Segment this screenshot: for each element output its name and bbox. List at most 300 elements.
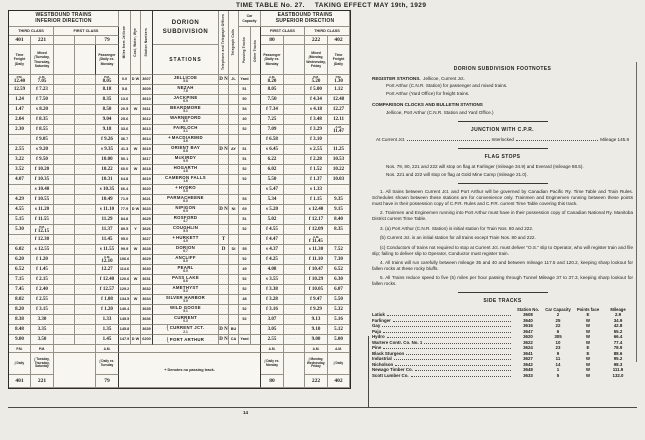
distance-to-next-station: 6.9 [183,209,188,214]
time-cell [328,125,350,135]
info-cell [131,285,141,295]
station-name: ····· PARMACHEENE [167,195,204,201]
footnote-paragraph: 3. (a) Port Arthur (C.N.R. Station) is initial station for Train Nos. 80 and 222. [380,225,534,231]
time-value: 3627 [142,236,151,241]
station-cell [153,295,219,305]
time-value: s 11.10 [99,207,115,212]
empty-schedule-cell [284,125,305,135]
time-value: f 1.37 [310,177,322,182]
station-name: CURRENT JCT. [169,325,205,331]
time-cell [261,295,284,305]
time-value: D N [219,337,228,342]
time-value: 11.37 [101,227,113,232]
time-cell [31,205,54,215]
timetable-grid [8,10,351,389]
station-name: ····· NEZAH [177,85,194,91]
meridiem-221: P.M. [31,345,54,353]
time-value: 9.18 [102,127,112,132]
empty-schedule-cell [54,275,75,285]
time-value: 4.29 [15,197,24,202]
time-value: f 1.15 [310,197,322,202]
distance-to-next-station: 5.1 [183,109,188,114]
time-cell [261,285,284,295]
time-cell [96,145,119,155]
station-cell [153,125,219,135]
time-cell [305,195,328,205]
info-cell [131,315,141,325]
time-value: 2.30 [15,127,24,132]
info-cell [251,165,261,175]
station-cell [153,155,219,165]
time-cell [261,105,284,115]
time-value: 140.4 [119,306,130,311]
dot-leader [383,345,511,349]
dot-leader [383,329,511,333]
time-cell [9,225,31,235]
mileage: 98.3 [613,361,623,367]
empty-schedule-cell [54,125,75,135]
info-cell [141,145,153,155]
time-cell [261,255,284,265]
time-value: 11.29 [101,217,113,222]
time-cell [305,205,328,215]
mileage-header: Mileage [610,306,626,312]
time-value: 10.22 [101,167,113,172]
info-cell [239,255,251,265]
time-value: 114.6 [119,266,130,271]
station-cell [153,305,219,315]
time-value: 52 [242,166,247,171]
time-cell [96,185,119,195]
station-cell [153,255,219,265]
distance-to-next-station: 5.5 [183,229,188,234]
time-value: 7.25 [267,117,277,122]
info-cell [229,135,239,145]
time-cell [96,175,119,185]
station-cell [153,275,219,285]
mileage: 95.2 [613,356,623,362]
miles-column-header: Miles from Jellicoe [119,11,131,75]
time-cell [328,295,350,305]
time-cell [328,85,350,95]
no-stop-cell [219,215,229,225]
info-cell [131,235,141,245]
info-cell [239,75,251,85]
info-cell [239,335,251,345]
empty-schedule-cell [284,135,305,145]
no-stop-cell [9,135,31,145]
time-cell [9,115,31,125]
empty-schedule-cell [54,115,75,125]
footnote-paragraph: 2. Trainmen and Enginemen running into Port Arthur must have in their possession copy of Canadian National Ry. Manitoba District current Time Table. [372,210,633,222]
time-value: 11.47 [333,128,344,134]
time-cell [261,315,284,325]
info-cell [119,145,131,155]
info-cell [229,115,239,125]
station-no-header: Station No. [516,306,540,312]
time-value: f 11.45 [309,238,323,244]
info-cell [229,305,239,315]
junction-brace: ····· { [166,325,169,331]
time-cell [96,125,119,135]
time-value: 3636 [142,316,151,321]
side-track-name: Wartere Contr. Co. No. 1 [372,339,423,345]
station-cell [153,205,219,215]
station-cell [153,95,219,105]
time-value: 10.31 [101,177,113,182]
time-cell [96,225,119,235]
other-tracks-column-header: Other Tracks [251,27,261,75]
time-value: 147.9 [119,336,130,341]
time-value: D W [131,336,140,341]
station-no: 3616 [523,323,533,329]
time-value: 1.33 [102,317,112,322]
time-value: f 1.45 [36,267,48,272]
info-cell [239,235,251,245]
car-capacity: 6 [556,328,560,334]
side-track-name: Nicholson [372,361,394,367]
time-value: f 7.34 [266,107,278,112]
info-cell [119,95,131,105]
empty-schedule-cell [54,245,75,255]
time-cell [9,215,31,225]
time-cell [96,215,119,225]
info-cell [141,165,153,175]
time-cell [9,305,31,315]
distance-to-next-station: 8.8 [183,149,188,154]
distance-to-next-station: 8.6 [183,279,188,284]
time-value: f 3.10 [310,137,322,142]
time-value: 145.5 [119,316,130,321]
time-cell [261,325,284,335]
time-value: 12.59 [13,87,26,92]
time-cell [9,125,31,135]
page-number: 14 [243,410,249,415]
time-value: f 2.28 [310,157,322,162]
time-cell [305,75,328,85]
time-value: 52 [242,226,247,231]
info-cell [119,205,131,215]
info-cell [251,295,261,305]
info-cell [131,175,141,185]
info-cell [141,275,153,285]
station-cell [153,265,219,275]
station-name: ····· ORIENT BAY [170,145,201,151]
time-value: s 9.20 [36,147,48,152]
no-stop-cell [219,275,229,285]
comparison-title: COMPARISON CLOCKS AND BULLETIN STATIONS [372,102,483,108]
time-cell [31,335,54,345]
time-value: f 5.00 [310,87,322,92]
time-cell [31,165,54,175]
points-face: W [585,323,591,329]
distance-to-next-station: 4.7 [183,219,188,224]
footnote-paragraph: 1. All trains between Current Jct. and Port Arthur will be governed by Canadian Pacific Ry. Time Table and Train Rules. Schedules shown between these stations are for convenience only. Trainmen and Enginemen running between these points must have in their possession copy of C.P.R. Rules and C.P.R. current Time Table covering this track. [372,188,633,206]
station-cell [153,75,219,85]
time-value: 3619 [142,176,151,181]
station-no: 3608 [523,312,533,318]
info-cell [131,335,141,345]
info-cell [229,205,239,215]
info-cell [131,155,141,165]
time-cell [328,315,350,325]
info-cell [239,215,251,225]
time-cell [261,215,284,225]
train-desc-401: Time Freight ∫Daily [9,45,31,75]
meridiem-222: A.M. [305,345,328,353]
dot-leader [394,356,511,360]
info-cell [239,165,251,175]
time-value: f 1.20 [101,307,113,312]
time-value: Y [134,226,137,231]
side-track-name: Paja [372,328,382,334]
time-value: 54 [242,106,247,111]
info-cell [131,75,141,85]
time-cell [328,175,350,185]
footer-number-221: 221 [31,375,54,388]
info-cell [131,125,141,135]
info-cell [251,135,261,145]
empty-schedule-cell [284,235,305,245]
time-value: 5.15 [15,217,24,222]
footer-days-221: ∫ Tuesday, Thursday, Saturday [31,353,54,375]
westbound-third-class: THIRD CLASS [9,27,54,36]
info-cell [251,325,261,335]
time-cell [328,215,350,225]
empty-schedule-cell [54,175,75,185]
side-track-name: Pine [372,345,382,351]
time-value: 3.30 [37,317,47,322]
time-cell [9,275,31,285]
info-cell [119,125,131,135]
eastbound-first-class: FIRST CLASS [261,27,305,36]
empty-schedule-cell [75,155,96,165]
time-cell [261,75,284,85]
info-cell [251,275,261,285]
time-value: s 4.37 [266,247,278,252]
time-value: 7.52 [334,247,343,252]
station-name: ····· SILVER HARBOR [165,295,206,301]
time-value: 9.15 [334,207,343,212]
empty-schedule-cell [54,85,75,95]
info-cell [119,305,131,315]
time-value: 3639 [142,326,151,331]
info-cell [251,225,261,235]
side-tracks-heading: SIDE TRACKS [483,298,522,305]
time-value: 3.52 [15,167,24,172]
info-cell [131,85,141,95]
station-name: ····· PEARL [177,265,194,271]
time-value: 48 [242,296,247,301]
empty-schedule-cell [54,325,75,335]
time-cell [305,115,328,125]
info-cell [141,115,153,125]
time-cell [219,205,229,215]
station-name: ····· JACKPINE [173,95,198,101]
dot-leader [415,367,511,371]
distance-to-next-station: 6.9 [183,99,188,104]
station-name: ····· DORION [176,245,195,251]
info-cell [119,135,131,145]
info-cell [239,315,251,325]
distance-to-next-station: 1.6 [183,179,188,184]
time-value: 5.8 [121,86,128,91]
time-value: 66.4 [120,186,129,191]
no-stop-cell [219,185,229,195]
time-cell [261,225,284,235]
title-right: TAKING EFFECT MAY 19th, 1929 [314,2,427,9]
station-name: HYDRO [178,185,196,191]
info-cell [229,125,239,135]
empty-schedule-cell [284,295,305,305]
no-stop-cell [219,285,229,295]
car-capacity: 25 [555,317,561,323]
mileage: 111.9 [612,367,624,373]
time-value: CA [230,336,237,341]
empty-schedule-cell [75,295,96,305]
station-name: ····· ANCLIFF [175,255,196,261]
empty-schedule-cell [75,215,96,225]
time-value: 3613 [142,126,151,131]
time-cell [9,265,31,275]
points-face: W [585,328,591,334]
time-value: 3623 [142,206,151,211]
no-stop-cell [328,235,350,245]
meridiem-marker: A.M. [38,75,46,79]
footer-days-222: ∫ Monday, Wednesday, Friday [305,353,328,375]
time-cell [96,95,119,105]
time-value: 5.20 [311,78,321,84]
meridiem-marker: A.M. [335,125,342,129]
time-value: 129.2 [119,286,130,291]
empty-schedule-cell [284,305,305,315]
time-cell [305,145,328,155]
time-value: 10.53 [332,157,345,162]
time-cell [31,135,54,145]
side-track-name: Industrial [372,356,392,362]
meridiem-marker: P.M. [39,225,45,229]
meridiem-80: A.M. [261,345,284,353]
empty-schedule-cell [75,195,96,205]
footer-number-401: 401 [9,375,31,388]
time-value: 49 [242,266,247,271]
time-cell [328,335,350,345]
footnote-paragraph: 5. All Trains reduce speed to five (5) miles per hour passing through Tunnel Mileage 37 to 37.3, keeping sharp lookout for fallen rocks. [372,275,633,287]
time-value: s 11.30 [308,247,324,252]
time-cell [31,275,54,285]
train-desc-blank [284,45,305,75]
info-cell [141,285,153,295]
station-no: 3640 [523,317,533,323]
subdivision-title: DORION SUBDIVISION [153,11,219,45]
empty-schedule-cell [284,195,305,205]
time-value: 6.52 [334,267,343,272]
time-cell [96,195,119,205]
footnotes-panel [372,66,633,378]
empty-schedule-cell [54,165,75,175]
time-cell [305,305,328,315]
flag-line-2: Nos. 221 and 222 will stop on flag at Gold Mine Camp (mileage 21.0). [386,171,528,177]
no-stop-cell [219,135,229,145]
empty-schedule-cell [284,255,305,265]
train-number-402: 402 [328,36,350,45]
no-passing-track-marker: ····· + [168,135,171,141]
time-value: 52 [242,286,247,291]
time-value: 12.40 [13,78,26,84]
time-cell [9,205,31,215]
register-line-2: Port Arthur (Yard Office) for freight trains. [386,91,470,97]
info-cell [131,265,141,275]
section-divider [458,183,548,184]
time-value: 8.40 [334,217,343,222]
station-name: ····· BEARDMORE [170,105,201,111]
time-cell [219,145,229,155]
info-cell [239,325,251,335]
time-cell [305,325,328,335]
time-value: 134.5 [119,296,130,301]
no-stop-cell [219,165,229,175]
time-value: 1.45 [102,337,112,342]
info-cell [141,325,153,335]
time-value: 84.8 [120,216,129,221]
car-capacity: 11 [555,356,561,362]
time-value: 3620 [142,186,151,191]
time-value: f 9.47 [310,297,322,302]
time-cell [96,245,119,255]
info-cell [239,295,251,305]
distance-to-next-station: 5.5 [183,189,188,194]
telephone-telegraph-column-header: Telephone and Telegraph Offices [219,11,229,75]
time-value: 12.48 [332,97,345,102]
info-cell [251,75,261,85]
time-value: 52 [242,276,247,281]
no-passing-track-note: + Denotes no passing track. [119,353,261,388]
time-value: f 10.05 [308,287,324,292]
time-value: f 1.08 [101,297,113,302]
distance-to-next-station: 6.0 [183,269,188,274]
info-cell [251,265,261,275]
time-value: s 12.55 [34,247,50,252]
info-cell [131,185,141,195]
info-cell [141,225,153,235]
time-value: 3635 [142,306,151,311]
time-cell [261,95,284,105]
station-name: ····· PASS LAKE [172,275,199,281]
time-value: 6.07 [334,287,343,292]
numbered-notes [372,189,633,288]
time-value: s 6.45 [266,147,278,152]
car-capacity-header: Car Capacity [545,306,571,312]
time-cell [9,105,31,115]
stations-label: STATIONS [153,45,219,75]
station-name: ····· WILD GOOSE [170,305,201,311]
info-cell [141,155,153,165]
time-value: W [133,246,138,251]
no-stop-cell [219,125,229,135]
info-cell [131,145,141,155]
dot-leader [382,323,511,327]
time-cell [261,85,284,95]
time-cell [96,275,119,285]
time-cell [219,75,229,85]
time-cell [328,115,350,125]
info-cell [229,145,239,155]
station-name: ····· CAMERON FALLS [165,175,206,181]
comparison-line: Jellicoe, Port Arthur (C.N.R. Station and Yard Office.) [386,110,494,116]
station-cell [153,325,219,335]
info-cell [119,215,131,225]
page-title [236,2,436,9]
